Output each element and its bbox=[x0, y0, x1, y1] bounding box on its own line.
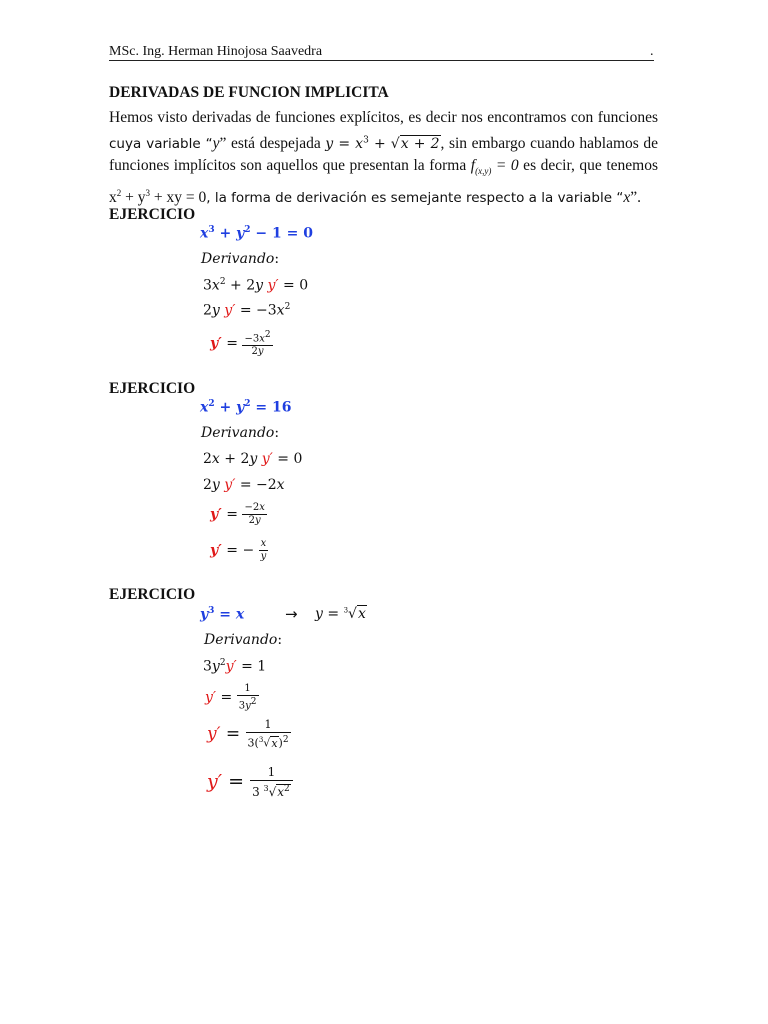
exercise-1-result: y′ = $\frac{-3x^2}{2y}$ bbox=[210, 330, 271, 358]
exercise-3-derive-label: Derivando: bbox=[204, 632, 283, 648]
page-title: DERIVADAS DE FUNCION IMPLICITA bbox=[109, 84, 389, 101]
exercise-3-step-2: y′ = $\frac{1}{3y^2}$ bbox=[205, 683, 257, 712]
intro-line-3: funciones implícitos son aquellos que presentan la forma $f_{(x,y)} = 0$ es decir, que tenemos bbox=[109, 156, 658, 176]
exercise-2-result: y′ = − $\frac{x}{y}$ bbox=[210, 538, 267, 562]
implies-arrow-icon: → bbox=[285, 605, 298, 623]
exercise-1-heading: EJERCICIO bbox=[109, 206, 196, 223]
exercise-3-explicit-form: y = $^3$√x bbox=[315, 606, 366, 622]
intro-paragraph bbox=[109, 107, 658, 209]
exercise-3-result: y′ = $\frac{1}{3 ^3√x^2}$ bbox=[207, 765, 293, 800]
exercise-2-step-3: y′ = $\frac{-2x}{2y}$ bbox=[210, 502, 265, 526]
exercise-2-equation: $x^2 + y^2 = 16$ bbox=[200, 399, 292, 416]
exercise-1-derive-label: Derivando: bbox=[201, 251, 280, 267]
exercise-3-step-1: $3y^2y' = 1$ bbox=[203, 658, 267, 675]
intro-line-2: cuya variable “y” está despejada $y = x^3 + √x + 2$, sin embargo cuando hablamos de bbox=[109, 134, 658, 152]
header-dot: . bbox=[650, 44, 654, 59]
exercise-1-equation: $x^3 + y^2 - 1 = 0$ bbox=[200, 225, 313, 242]
exercise-3-equation: $y^3 = x$ bbox=[200, 606, 245, 623]
exercise-3-step-3: y′ = $\frac{1}{3(^3√x)^2}$ bbox=[207, 718, 289, 750]
exercise-2-heading: EJERCICIO bbox=[109, 380, 196, 397]
header-author: MSc. Ing. Herman Hinojosa Saavedra bbox=[109, 44, 323, 59]
explicit-function-formula: $y = x^3 + √x + 2$ bbox=[325, 135, 440, 152]
header-rule bbox=[109, 60, 654, 61]
intro-line-1: Hemos visto derivadas de funciones explícitos, es decir nos encontramos con funciones bbox=[109, 109, 658, 126]
intro-line-4: $x^2 + y^3$ + xy = 0, la forma de derivación es semejante respecto a la variable “x”. bbox=[109, 187, 641, 206]
exercise-3-heading: EJERCICIO bbox=[109, 586, 196, 603]
exercise-1-step-2: 2y $y' = -3x^2$ bbox=[203, 302, 291, 319]
exercise-1-step-1: $3x^2 + 2y$ y′ = 0 bbox=[203, 277, 309, 294]
exercise-2-derive-label: Derivando: bbox=[201, 425, 280, 441]
exercise-2-step-1: 2x + 2y y′ = 0 bbox=[203, 451, 303, 467]
exercise-2-step-2: 2y y′ = −2x bbox=[203, 477, 285, 493]
